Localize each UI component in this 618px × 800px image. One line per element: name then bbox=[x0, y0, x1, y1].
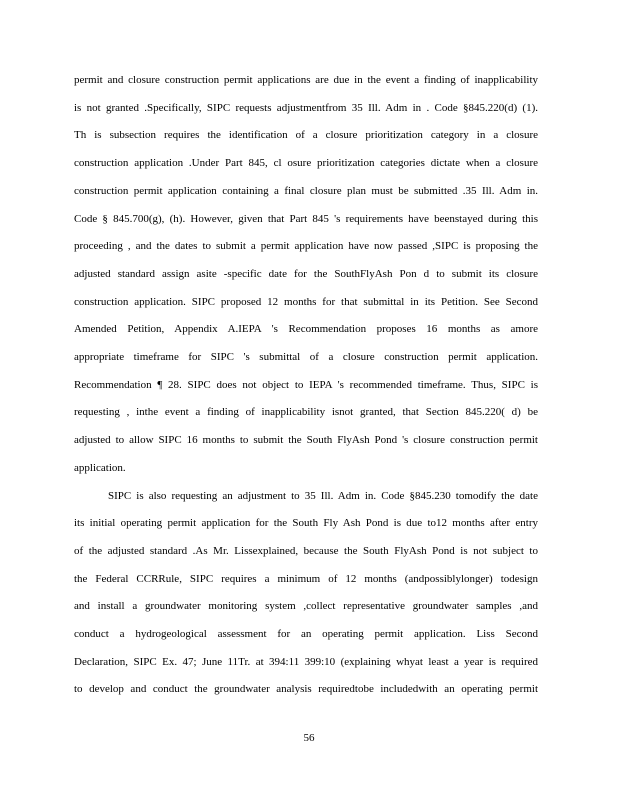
text-line: Code § 845.700(g), (h). However, given that Part 845 's requirements have beenstayed during this bbox=[74, 213, 538, 225]
text-line: permit and closure construction permit applications are due in the event a finding of inapplicability bbox=[74, 74, 538, 86]
text-line: conduct a hydrogeological assessment for an operating permit application. Liss Second bbox=[74, 628, 538, 640]
text-line: its initial operating permit application for the South Fly Ash Pond is due to12 months after entry bbox=[74, 517, 538, 529]
text-line: Declaration, SIPC Ex. 47; June 11Tr. at 394:11 399:10 (explaining whyat least a year is required bbox=[74, 656, 538, 668]
text-line: appropriate timeframe for SIPC 's submittal of a closure construction permit application. bbox=[74, 351, 538, 363]
text-line: to develop and conduct the groundwater analysis requiredtobe includedwith an operating permit bbox=[74, 683, 538, 695]
text-line: and install a groundwater monitoring system ,collect representative groundwater samples ,and bbox=[74, 600, 538, 612]
text-line: adjusted to allow SIPC 16 months to submit the South FlyAsh Pond 's closure construction permit bbox=[74, 434, 538, 446]
text-line: construction application. SIPC proposed 12 months for that submittal in its Petition. See Second bbox=[74, 296, 538, 308]
text-line: of the adjusted standard .As Mr. Lissexplained, because the South FlyAsh Pond is not subject to bbox=[74, 545, 538, 557]
page-number: 56 bbox=[303, 732, 315, 744]
text-line: the Federal CCRRule, SIPC requires a minimum of 12 months (andpossiblylonger) todesign bbox=[74, 573, 538, 585]
text-line: requesting , inthe event a finding of inapplicability isnot granted, that Section 845.220( d) be bbox=[74, 406, 538, 418]
text-line: adjusted standard assign asite -specific date for the SouthFlyAsh Pon d to submit its closure bbox=[74, 268, 538, 280]
text-line: SIPC is also requesting an adjustment to 35 Ill. Adm in. Code §845.230 tomodify the date bbox=[108, 490, 538, 502]
text-line: construction application .Under Part 845, cl osure prioritization categories dictate when a closure bbox=[74, 157, 538, 169]
text-line: proceeding , and the dates to submit a permit application have now passed ,SIPC is proposing the bbox=[74, 240, 538, 252]
text-line: application. bbox=[74, 462, 126, 474]
text-line: Amended Petition, Appendix A.IEPA 's Recommendation proposes 16 months as amore bbox=[74, 323, 538, 335]
text-line: is not granted .Specifically, SIPC requests adjustmentfrom 35 Ill. Adm in . Code §845.220(d) (1). bbox=[74, 102, 538, 114]
text-line: Th is subsection requires the identification of a closure prioritization category in a closure bbox=[74, 129, 538, 141]
text-line: construction permit application containing a final closure plan must be submitted .35 Ill. Adm in. bbox=[74, 185, 538, 197]
text-line: Recommendation ¶ 28. SIPC does not object to IEPA 's recommended timeframe. Thus, SIPC is bbox=[74, 379, 538, 391]
